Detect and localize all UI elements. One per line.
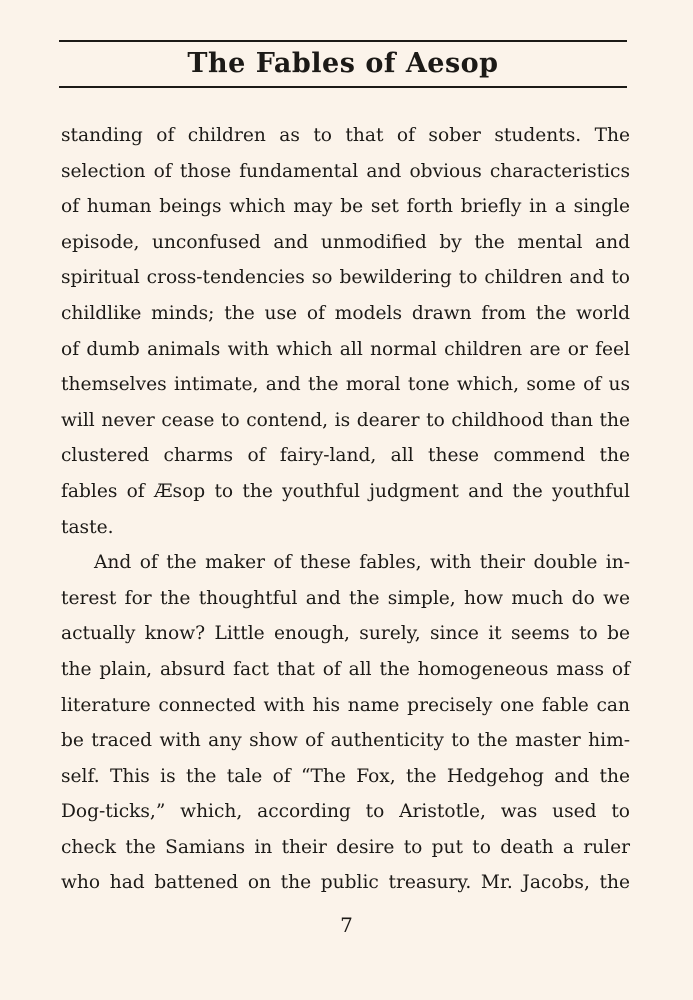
header-bottom-rule <box>59 86 627 88</box>
text-line: themselves intimate, and the moral tone which, some of us <box>61 374 630 396</box>
body-text <box>61 118 630 901</box>
text-line: actually know? Little enough, surely, since it seems to be <box>61 623 630 645</box>
text-line: spiritual cross-tendencies so bewildering to children and to <box>61 267 630 289</box>
text-line: fables of Æsop to the youthful judgment and the youthful <box>61 480 630 502</box>
text-line: selection of those fundamental and obvious characteristics <box>61 160 630 182</box>
text-line: of dumb animals with which all normal children are or feel <box>61 338 630 360</box>
text-line: who had battened on the public treasury. Mr. Jacobs, the <box>61 872 630 894</box>
text-line: clustered charms of fairy-land, all these commend the <box>61 445 630 467</box>
text-line: standing of children as to that of sober students. The <box>61 125 630 146</box>
text-line: will never cease to contend, is dearer to childhood than the <box>61 409 630 431</box>
text-line: be traced with any show of authenticity to the master him- <box>61 730 630 752</box>
page-number: 7 <box>340 913 353 937</box>
header-top-rule <box>59 40 627 42</box>
text-line: the plain, absurd fact that of all the homogeneous mass of <box>61 658 630 680</box>
text-line: self. This is the tale of “The Fox, the Hedgehog and the <box>61 765 630 787</box>
text-line: Dog-ticks,” which, according to Aristotle, was used to <box>61 801 630 823</box>
text-line: of human beings which may be set forth briefly in a single <box>61 196 630 218</box>
running-title: The Fables of Aesop <box>187 48 499 79</box>
text-line: literature connected with his name precisely one fable can <box>61 694 630 716</box>
paragraph-end-line: taste. <box>61 516 114 538</box>
text-line: episode, unconfused and unmodified by the mental and <box>61 231 630 253</box>
text-line: terest for the thoughtful and the simple, how much do we <box>61 587 630 609</box>
text-line: check the Samians in their desire to put to death a ruler <box>61 836 630 858</box>
text-line: childlike minds; the use of models drawn from the world <box>61 302 630 324</box>
paragraph-start-line: And of the maker of these fables, with their double in- <box>94 552 630 574</box>
